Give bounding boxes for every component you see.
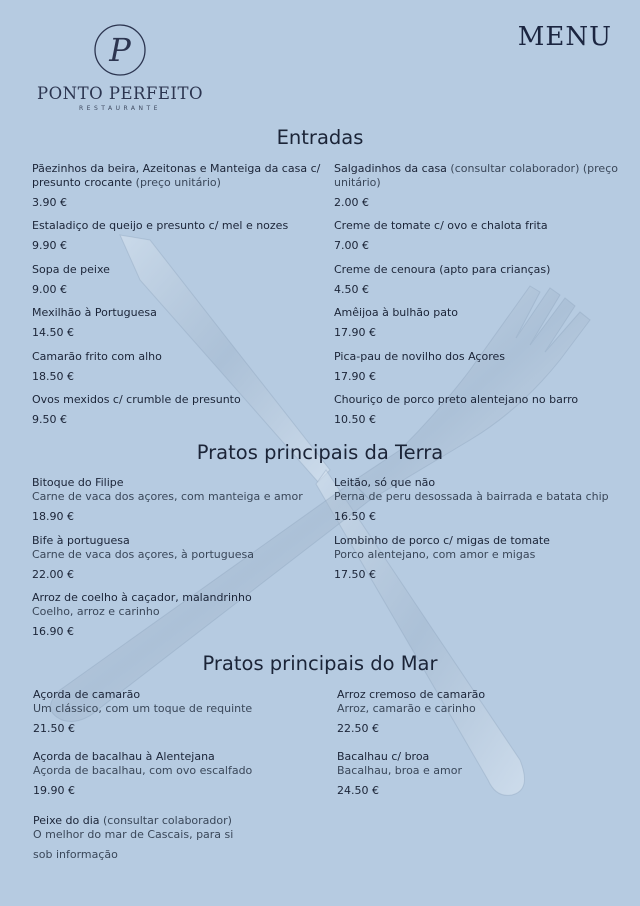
item-price: 4.50 € [334, 283, 369, 296]
item-description: Perna de peru desossada à bairrada e batata chip [334, 490, 609, 503]
item-name: Sopa de peixe [32, 263, 110, 276]
item-description: Um clássico, com um toque de requinte [33, 702, 253, 715]
item-name: Lombinho de porco c/ migas de tomate [334, 534, 550, 547]
logo-monogram-icon [92, 22, 148, 78]
menu-item [337, 688, 627, 736]
restaurant-subtitle: RESTAURANTE [79, 105, 161, 112]
item-name: Camarão frito com alho [32, 350, 162, 363]
item-price: 9.50 € [32, 413, 67, 426]
menu-item [33, 814, 263, 862]
item-name: Salgadinhos da casa [334, 162, 447, 175]
menu-item [334, 534, 624, 582]
item-name: Arroz de coelho à caçador, malandrinho [32, 591, 252, 604]
item-name: Bitoque do Filipe [32, 476, 124, 489]
item-description: Carne de vaca dos açores, com manteiga e amor [32, 490, 303, 503]
item-price: 18.50 € [32, 370, 74, 383]
item-name: Creme de cenoura (apto para crianças) [334, 263, 551, 276]
item-name: Açorda de camarão [33, 688, 141, 701]
item-name: Açorda de bacalhau à Alentejana [33, 750, 215, 763]
item-name: Pica-pau de novilho dos Açores [334, 350, 505, 363]
item-name: Pãezinhos da beira, Azeitonas e Manteiga da casa c/ presunto crocante [32, 162, 321, 189]
item-name: Arroz cremoso de camarão [337, 688, 486, 701]
menu-item [32, 476, 322, 524]
restaurant-logo [30, 22, 210, 112]
item-price: 17.50 € [334, 568, 376, 581]
item-price: 24.50 € [337, 784, 379, 797]
item-description: Carne de vaca dos açores, à portuguesa [32, 548, 254, 561]
item-price: 10.50 € [334, 413, 376, 426]
item-description: O melhor do mar de Cascais, para si [33, 828, 234, 841]
item-name: Bacalhau c/ broa [337, 750, 430, 763]
item-name: Leitão, só que não [334, 476, 436, 489]
item-price: 17.90 € [334, 370, 376, 383]
menu-item [334, 476, 634, 524]
section-title-mar: Pratos principais do Mar [202, 652, 438, 675]
item-price: 16.50 € [334, 510, 376, 523]
item-name: Bife à portuguesa [32, 534, 130, 547]
item-price: 14.50 € [32, 326, 74, 339]
menu-item [334, 393, 624, 427]
item-price: 3.90 € [32, 196, 67, 209]
menu-item [32, 306, 322, 340]
menu-item [32, 219, 322, 253]
item-description: Bacalhau, broa e amor [337, 764, 463, 777]
menu-item [32, 591, 322, 639]
menu-item [334, 162, 624, 210]
item-note: (consultar colaborador) (preço unitário) [334, 162, 618, 189]
item-note: (consultar colaborador) [103, 814, 232, 827]
item-note: (preço unitário) [135, 176, 221, 189]
item-name: Estaladiço de queijo e presunto c/ mel e nozes [32, 219, 289, 232]
item-name: Chouriço de porco preto alentejano no barro [334, 393, 579, 406]
item-name: Mexilhão à Portuguesa [32, 306, 157, 319]
item-name: Amêijoa à bulhão pato [334, 306, 459, 319]
item-name: Creme de tomate c/ ovo e chalota frita [334, 219, 548, 232]
section-title-entradas: Entradas [276, 126, 364, 149]
item-price: 2.00 € [334, 196, 369, 209]
item-price: 19.90 € [33, 784, 75, 797]
restaurant-name: PONTO PERFEITO [37, 84, 203, 103]
menu-item [32, 534, 322, 582]
menu-item [32, 350, 322, 384]
menu-heading: MENU [517, 22, 612, 52]
item-name: Ovos mexidos c/ crumble de presunto [32, 393, 241, 406]
item-description: Coelho, arroz e carinho [32, 605, 160, 618]
menu-item [32, 263, 322, 297]
item-name: Peixe do dia [33, 814, 100, 827]
menu-item [32, 393, 322, 427]
item-description: Arroz, camarão e carinho [337, 702, 476, 715]
item-price: 9.00 € [32, 283, 67, 296]
item-price: 9.90 € [32, 239, 67, 252]
menu-item [337, 750, 627, 798]
menu-item [33, 688, 323, 736]
menu-item [334, 219, 624, 253]
item-price: 16.90 € [32, 625, 74, 638]
item-price: 22.00 € [32, 568, 74, 581]
section-title-terra: Pratos principais da Terra [196, 441, 444, 464]
item-description: Açorda de bacalhau, com ovo escalfado [33, 764, 253, 777]
item-price: 18.90 € [32, 510, 74, 523]
menu-item [33, 750, 323, 798]
logo-letter: P [109, 31, 131, 69]
item-price: 22.50 € [337, 722, 379, 735]
menu-item [334, 350, 624, 384]
item-price: sob informação [33, 848, 118, 861]
item-description: Porco alentejano, com amor e migas [334, 548, 536, 561]
menu-item [32, 162, 322, 210]
item-price: 21.50 € [33, 722, 75, 735]
item-price: 7.00 € [334, 239, 369, 252]
menu-item [334, 306, 624, 340]
menu-item [334, 263, 624, 297]
item-price: 17.90 € [334, 326, 376, 339]
